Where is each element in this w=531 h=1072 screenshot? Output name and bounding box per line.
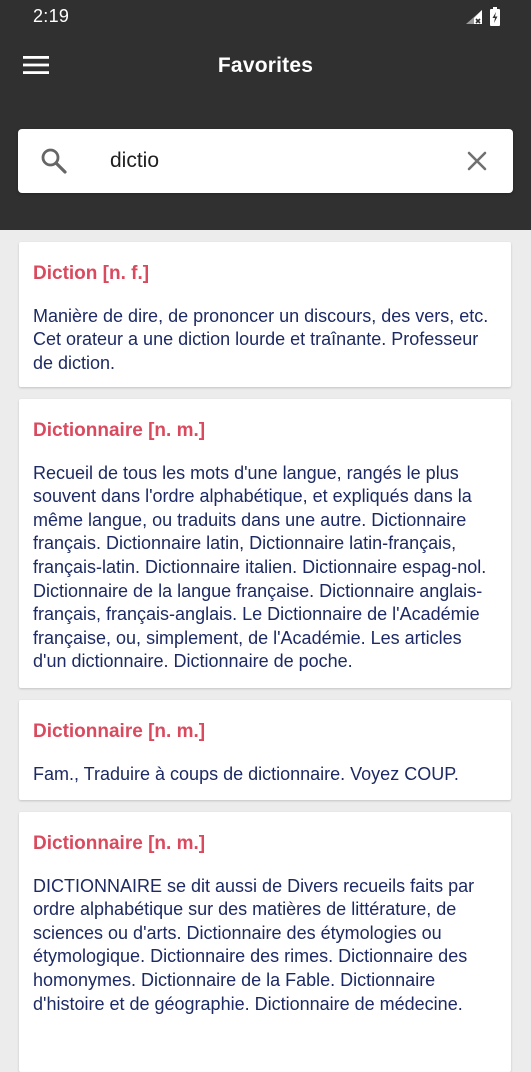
search-icon[interactable] bbox=[40, 147, 68, 175]
entry-definition: Fam., Traduire à coups de dictionnaire. Voyez COUP. bbox=[33, 763, 459, 784]
entry-headword: Diction [n. f.] bbox=[33, 263, 150, 284]
entry-headword: Dictionnaire [n. m.] bbox=[33, 833, 206, 854]
results-list[interactable] bbox=[0, 230, 531, 1014]
list-item[interactable] bbox=[19, 812, 511, 1072]
battery-icon bbox=[489, 7, 501, 32]
list-item[interactable] bbox=[19, 242, 511, 387]
close-icon bbox=[463, 162, 491, 179]
list-item[interactable] bbox=[19, 700, 511, 800]
search-input[interactable] bbox=[110, 141, 440, 181]
entry-headword: Dictionnaire [n. m.] bbox=[33, 721, 206, 742]
entry-definition: Manière de dire, de prononcer un discours, des vers, etc. Cet orateur a une diction lourde et traînante. Professeur de diction. bbox=[33, 305, 489, 373]
entry-definition: DICTIONNAIRE se dit aussi de Divers recueils faits par ordre alphabétique sur des matières de littérature, de sciences ou d'arts. Dictionnaire des étymologies ou étymologique. Dictionnaire des rimes. Dictionnaire des homonymes. Dictionnaire de la Fable. Dictionnaire d'histoire et de géographie. Dictionnaire de médecine. bbox=[33, 875, 475, 1014]
entry-definition: Recueil de tous les mots d'une langue, rangés le plus souvent dans l'ordre alphabétique, et expliqués dans la même langue, ou traduits dans une autre. Dictionnaire français. Dictionnaire latin, Dictionnaire latin-français, français-latin. Dictionnaire italien. Dictionnaire espag-nol. Dictionnaire de la langue française. Dictionnaire anglais- français, français-anglais. Le Dictionnaire de l'Académie française, ou, simplement, de l'Académie. Les articles d'un dictionnaire. Dictionnaire de poche. bbox=[33, 462, 487, 672]
status-time: 2:19 bbox=[33, 6, 70, 26]
entry-headword: Dictionnaire [n. m.] bbox=[33, 420, 206, 441]
status-icons bbox=[465, 7, 501, 32]
clear-search-button[interactable] bbox=[463, 147, 491, 175]
list-item[interactable] bbox=[19, 399, 511, 688]
app-bar bbox=[0, 36, 531, 230]
search-box[interactable] bbox=[18, 129, 513, 193]
status-bar bbox=[0, 0, 531, 36]
signal-icon bbox=[465, 9, 483, 30]
page-title: Favorites bbox=[217, 54, 314, 77]
